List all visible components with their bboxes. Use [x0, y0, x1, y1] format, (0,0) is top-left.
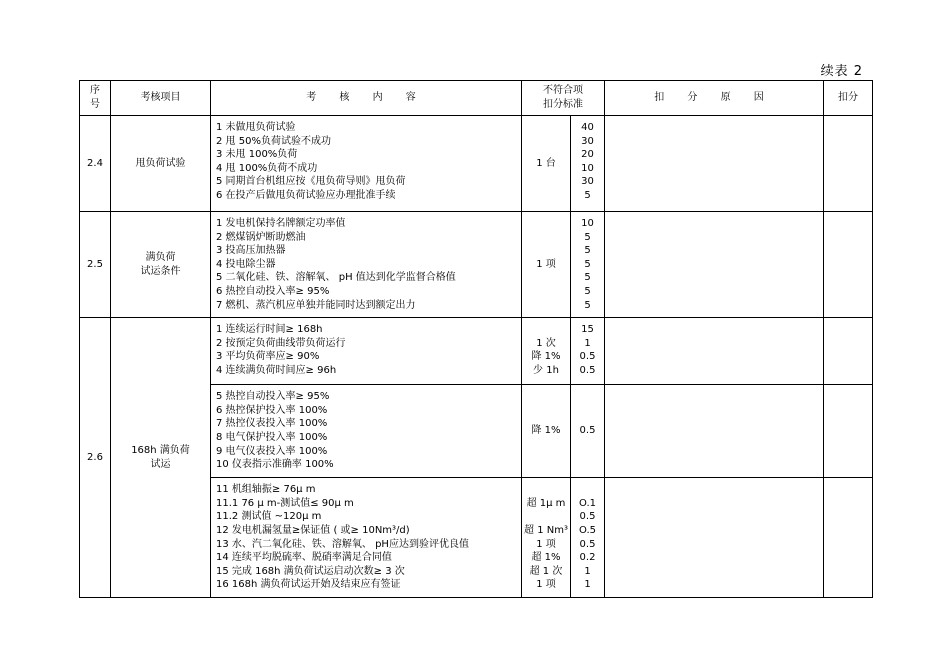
- row-score: [824, 318, 873, 385]
- row-score: [824, 478, 873, 598]
- list-item: 7 燃机、蒸汽机应单独并能同时达到额定出力: [216, 299, 416, 311]
- header-row: [80, 81, 873, 116]
- table-row: [80, 212, 873, 318]
- list-item: 11 机组轴振≥ 76μ m: [216, 484, 316, 496]
- row-content: [211, 318, 522, 385]
- list-item: 12 发电机漏氢量≥保证值 ( 或≥ 10Nm³/d): [216, 524, 410, 536]
- list-item: 7 热控仪表投入率 100%: [216, 418, 328, 430]
- row-points: 40 30 20 10 30 5: [571, 116, 605, 212]
- list-item: 11.2 测试值 ~120μ m: [216, 511, 322, 523]
- assessment-table: [79, 80, 873, 598]
- header-standard: 不符合项 扣分标准: [522, 81, 605, 116]
- row-item: 甩负荷试验: [111, 116, 211, 212]
- list-item: 1 发电机保持名牌额定功率值: [216, 218, 346, 229]
- list-item: 4 连续满负荷时间应≥ 96h: [216, 364, 337, 376]
- list-item: 9 电气仪表投入率 100%: [216, 445, 328, 457]
- list-item: 2 甩 50%负荷试验不成功: [216, 135, 331, 147]
- row-standard: 1 项: [522, 212, 571, 318]
- row-points: 10 5 5 5 5 5 5: [571, 212, 605, 318]
- list-item: 5 同期首台机组应按《甩负荷导则》甩负荷: [216, 176, 406, 188]
- list-item: 6 热控自动投入率≥ 95%: [216, 285, 330, 297]
- row-seq: 2.6: [80, 318, 111, 598]
- header-score: 扣分: [824, 81, 873, 116]
- list-item: 5 热控自动投入率≥ 95%: [216, 391, 330, 403]
- header-item: 考核项目: [111, 81, 211, 116]
- row-standard: 降 1%: [522, 385, 571, 478]
- row-reason: [605, 116, 824, 212]
- list-item: 14 连续平均脱硫率、脱硝率满足合同值: [216, 552, 392, 564]
- row-reason: [605, 212, 824, 318]
- row-item: 满负荷 试运条件: [111, 212, 211, 318]
- row-standard: 超 1μ m 超 1 Nm³ 1 项 超 1% 超 1 次 1 项: [522, 478, 571, 598]
- row-score: [824, 116, 873, 212]
- list-item: 1 未做甩负荷试验: [216, 122, 296, 133]
- list-item: 13 水、汽二氧化硅、铁、溶解氧、 pH应达到验评优良值: [216, 538, 469, 550]
- list-item: 4 甩 100%负荷不成功: [216, 162, 318, 174]
- table-caption: 续表 2: [820, 64, 863, 79]
- row-reason: [605, 318, 824, 385]
- row-reason: [605, 385, 824, 478]
- row-reason: [605, 478, 824, 598]
- row-points: 0.5: [571, 385, 605, 478]
- row-item: 168h 满负荷 试运: [111, 318, 211, 598]
- list-item: 6 在投产后做甩负荷试验应办理批准手续: [216, 189, 396, 201]
- list-item: 2 燃煤锅炉断助燃油: [216, 231, 306, 243]
- list-item: 11.1 76 μ m-测试值≤ 90μ m: [216, 497, 354, 509]
- list-item: 1 连续运行时间≥ 168h: [216, 324, 323, 336]
- row-standard: 1 次 降 1% 少 1h: [522, 318, 571, 385]
- row-points: 15 1 0.5 0.5: [571, 318, 605, 385]
- row-content: [211, 212, 522, 318]
- row-score: [824, 385, 873, 478]
- list-item: 8 电气保护投入率 100%: [216, 431, 328, 443]
- header-seq: 序 号: [80, 81, 111, 116]
- list-item: 10 仪表指示准确率 100%: [216, 459, 334, 471]
- header-content: 考 核 内 容: [211, 81, 522, 116]
- list-item: 2 按预定负荷曲线带负荷运行: [216, 337, 346, 349]
- row-content: [211, 385, 522, 478]
- row-standard: 1 台: [522, 116, 571, 212]
- header-reason: 扣 分 原 因: [605, 81, 824, 116]
- table-row: [80, 318, 873, 385]
- row-content: [211, 478, 522, 598]
- row-score: [824, 212, 873, 318]
- list-item: 3 投高压加热器: [216, 245, 286, 257]
- list-item: 5 二氧化硅、铁、溶解氧、 pH 值达到化学监督合格值: [216, 272, 456, 284]
- list-item: 6 热控保护投入率 100%: [216, 404, 328, 416]
- table-row: [80, 116, 873, 212]
- list-item: 16 168h 满负荷试运开始及结束应有签证: [216, 579, 401, 591]
- row-content: [211, 116, 522, 212]
- row-points: O.1 0.5 O.5 0.5 0.2 1 1: [571, 478, 605, 598]
- row-seq: 2.5: [80, 212, 111, 318]
- list-item: 3 未甩 100%负荷: [216, 149, 298, 161]
- list-item: 4 投电除尘器: [216, 258, 276, 270]
- list-item: 3 平均负荷率应≥ 90%: [216, 351, 320, 363]
- list-item: 15 完成 168h 满负荷试运启动次数≥ 3 次: [216, 565, 405, 577]
- row-seq: 2.4: [80, 116, 111, 212]
